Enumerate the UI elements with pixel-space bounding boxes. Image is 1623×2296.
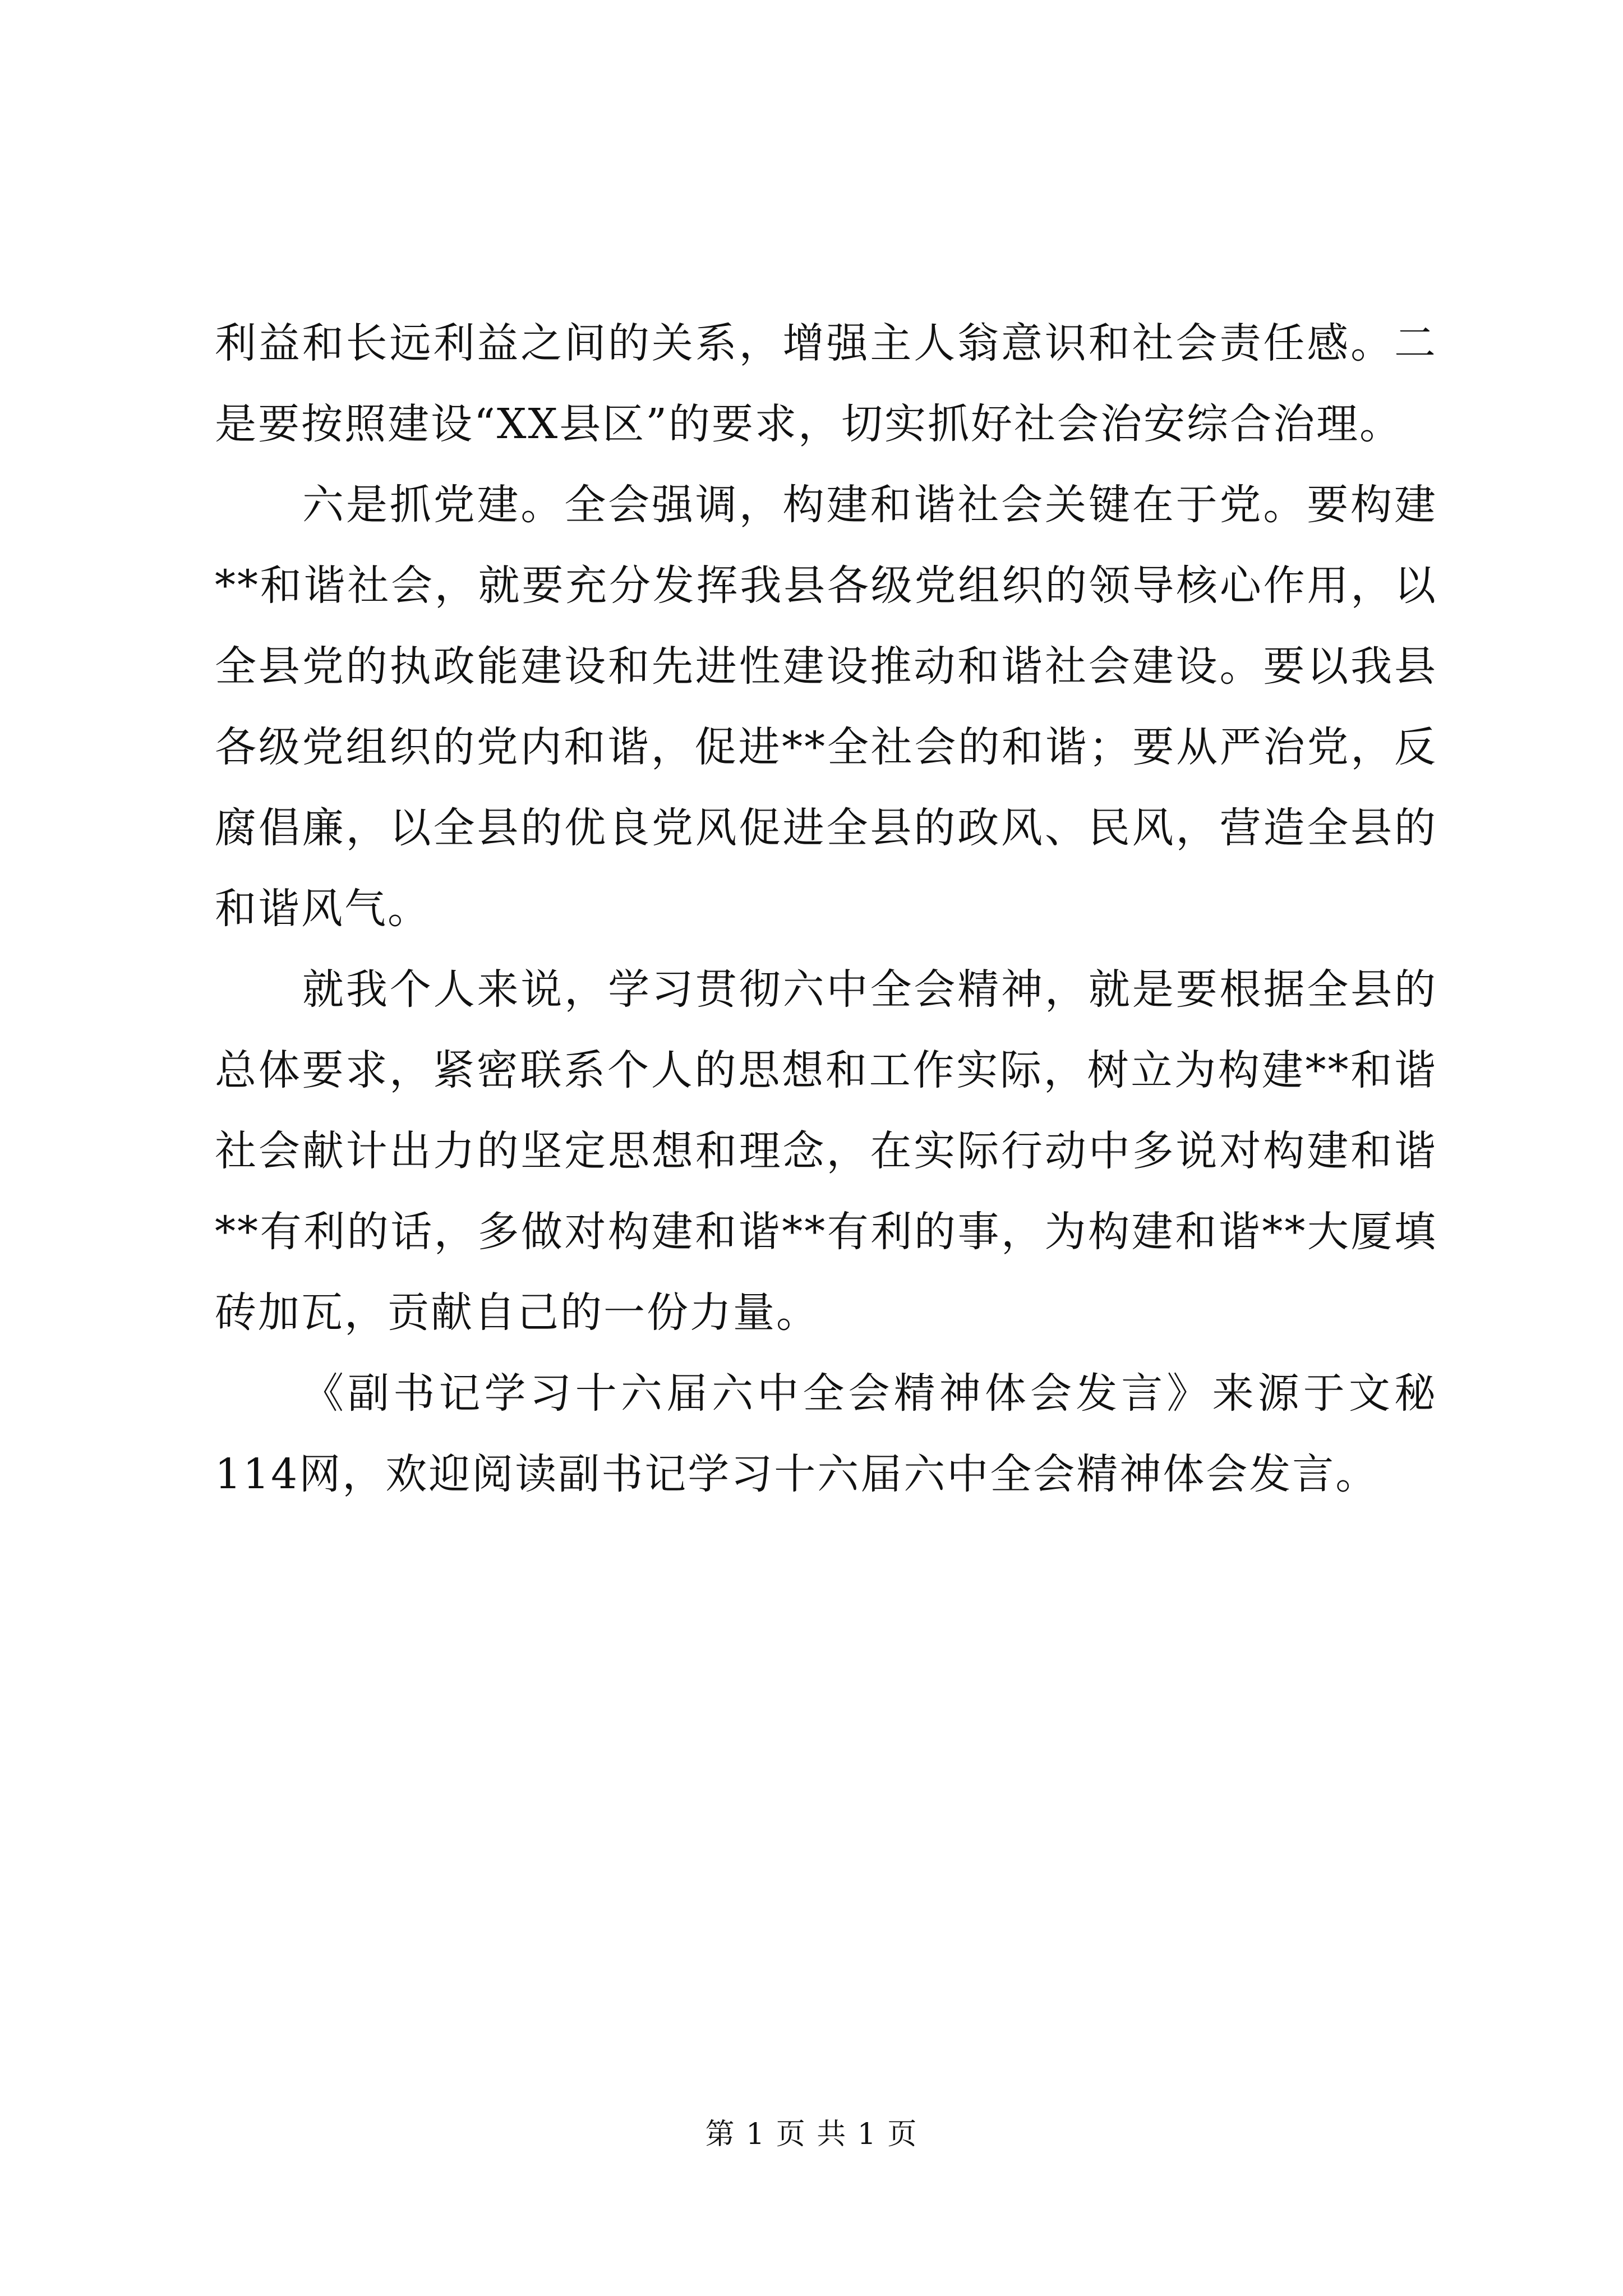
document-body [215,303,1437,1515]
paragraph-source-note: 《副书记学习十六届六中全会精神体会发言》来源于文秘114网，欢迎阅读副书记学习十六届六中全会精神体会发言。 [215,1369,1437,1498]
paragraph-personal-reflection: 就我个人来说，学习贯彻六中全会精神，就是要根据全县的总体要求，紧密联系个人的思想和工作实际，树立为构建**和谐社会献计出力的坚定思想和理念，在实际行动中多说对构建和谐**有利的话，多做对构建和谐**有利的事，为构建和谐**大厦填砖加瓦，贡献自己的一份力量。 [215,965,1437,1337]
paragraph-party-building: 六是抓党建。全会强调，构建和谐社会关键在于党。要构建**和谐社会，就要充分发挥我县各级党组织的领导核心作用，以全县党的执政能建设和先进性建设推动和谐社会建设。要以我县各级党组织的党内和谐，促进**全社会的和谐；要从严治党，反腐倡廉，以全县的优良党风促进全县的政风、民风，营造全县的和谐风气。 [215,481,1437,933]
page-number-footer: 第 1 页 共 1 页 [705,2118,918,2151]
paragraph-continuation: 利益和长远利益之间的关系，增强主人翁意识和社会责任感。二是要按照建设“XX县区”的要求，切实抓好社会治安综合治理。 [215,319,1437,448]
